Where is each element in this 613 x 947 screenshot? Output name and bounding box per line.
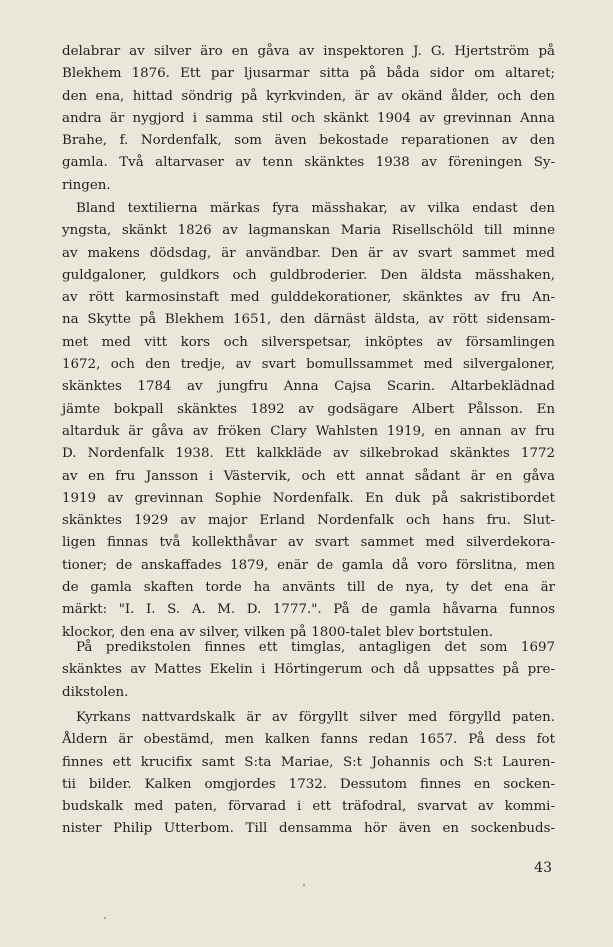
text-line: jämte bokpall skänktes 1892 av godsägare Albert Pålsson. En [62, 401, 555, 417]
paper-speck [303, 884, 305, 886]
text-line: met med vitt kors och silverspetsar, inköptes av församlingen [62, 334, 555, 350]
text-line: klockor, den ena av silver, vilken på 1800-talet blev bortstulen. [62, 624, 494, 640]
text-line: Åldern är obestämd, men kalken fanns redan 1657. På dess fot [62, 732, 555, 748]
text-line: ligen finnas två kollekthåvar av svart sammet med silverdekora- [62, 535, 555, 551]
text-line: delabrar av silver äro en gåva av inspektoren J. G. Hjertström på [62, 44, 555, 59]
text-line: tii bilder. Kalken omgjordes 1732. Dessutom finnes en socken- [62, 776, 555, 792]
text-line: na Skytte på Blekhem 1651, den därnäst äldsta, av rött sidensam- [62, 312, 555, 328]
text-line: tioner; de anskaffades 1879, enär de gamla då voro förslitna, men [62, 557, 555, 573]
text-line: finnes ett krucifix samt S:ta Mariae, S:t Johannis och S:t Lauren- [62, 754, 555, 770]
text-line: Brahe, f. Nordenfalk, som även bekostade reparationen av den [62, 133, 555, 149]
text-line: skänktes av Mattes Ekelin i Hörtingerum och då uppsattes på pre- [62, 662, 555, 678]
text-line: nister Philip Utterbom. Till densamma hör även en sockenbuds- [62, 821, 555, 837]
text-line: 1672, och den tredje, av svart bomullssammet med silvergaloner, [62, 357, 555, 373]
text-line: ringen. [62, 177, 111, 193]
paragraph-3 [62, 637, 555, 704]
text-line: Bland textilierna märkas fyra mässhakar, av vilka endast den [76, 201, 555, 216]
text-line: av makens dödsdag, är användbar. Den är av svart sammet med [62, 245, 555, 261]
text-line: Blekhem 1876. Ett par ljusarmar sitta på båda sidor om altaret; [62, 66, 555, 82]
paragraph-2 [62, 198, 555, 644]
page-number: 43 [534, 860, 552, 876]
paragraph-1 [62, 41, 555, 197]
text-line: andra är nygjord i samma stil och skänkt 1904 av grevinnan Anna [62, 110, 555, 126]
text-line: 1919 av grevinnan Sophie Nordenfalk. En duk på sakristibordet [62, 490, 555, 506]
text-line: skänktes 1784 av jungfru Anna Cajsa Scarin. Altarbeklädnad [62, 379, 555, 395]
paragraph-4 [62, 707, 555, 841]
text-line: skänktes 1929 av major Erland Nordenfalk och hans fru. Slut- [62, 513, 555, 529]
text-line: märkt: "I. I. S. A. M. D. 1777.". På de gamla håvarna funnos [62, 602, 555, 618]
text-line: av en fru Jansson i Västervik, och ett annat sådant är en gåva [62, 468, 555, 484]
text-line: guldgaloner, guldkors och guldbroderier. Den äldsta mässhaken, [62, 267, 555, 283]
text-line: de gamla skaften torde ha använts till de nya, ty det ena är [62, 580, 555, 596]
paper-speck [104, 917, 106, 919]
text-line: gamla. Två altarvaser av tenn skänktes 1938 av föreningen Sy- [62, 155, 555, 171]
text-line: av rött karmosinstaft med gulddekorationer, skänktes av fru An- [62, 290, 555, 306]
text-line: Kyrkans nattvardskalk är av förgyllt silver med förgylld paten. [76, 710, 555, 725]
text-line: yngsta, skänkt 1826 av lagmanskan Maria Risellschöld till minne [62, 223, 555, 239]
text-line: D. Nordenfalk 1938. Ett kalkkläde av silkebrokad skänktes 1772 [62, 446, 555, 462]
text-line: budskalk med paten, förvarad i ett träfodral, svarvat av kommi- [62, 799, 555, 815]
text-line: På predikstolen finnes ett timglas, antagligen det som 1697 [76, 640, 555, 655]
text-line: dikstolen. [62, 684, 129, 700]
text-line: den ena, hittad söndrig på kyrkvinden, är av okänd ålder, och den [62, 88, 555, 104]
text-line: altarduk är gåva av fröken Clary Wahlsten 1919, en annan av fru [62, 423, 555, 439]
